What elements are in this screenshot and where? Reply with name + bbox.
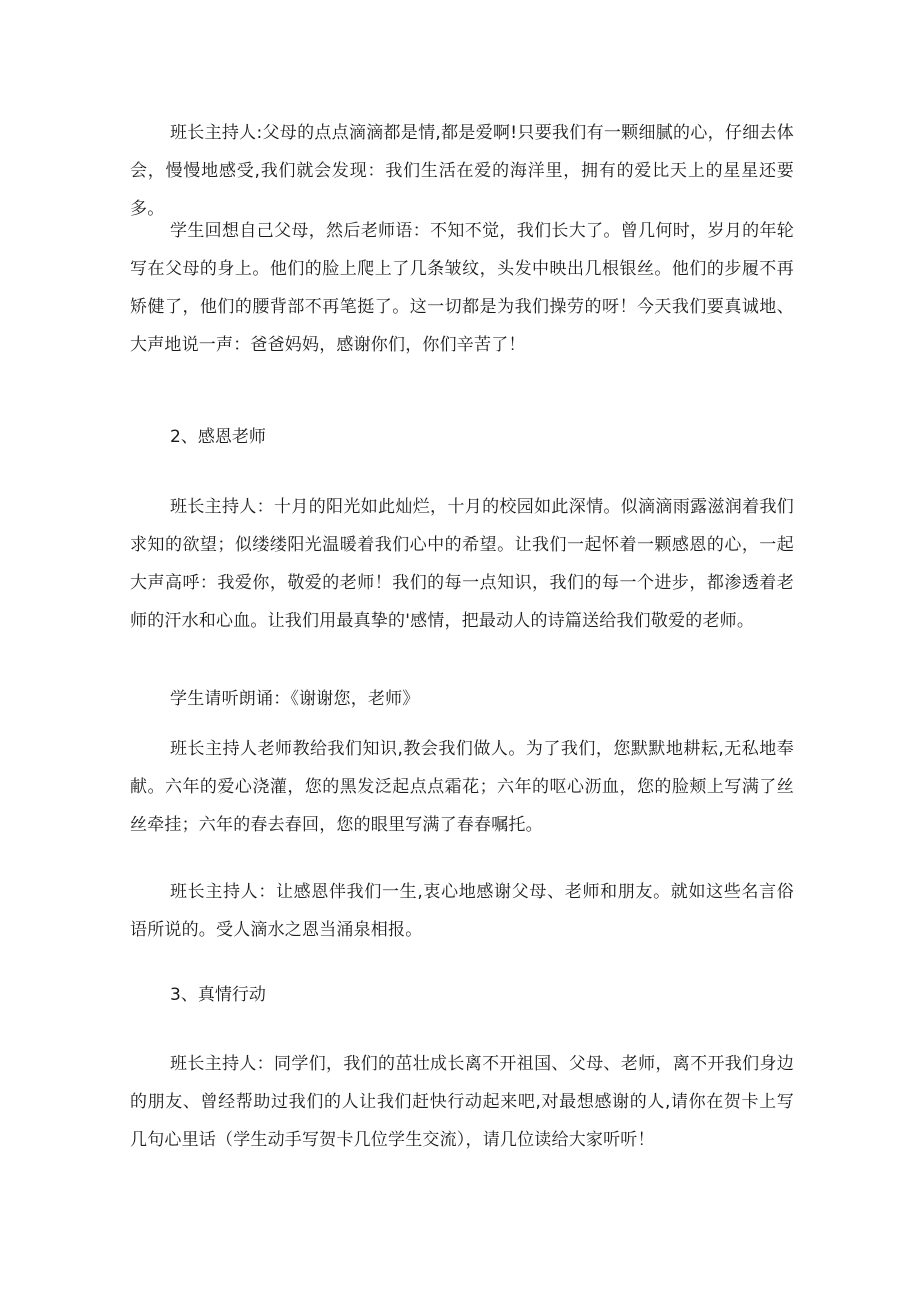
section-heading-action: 3、真情行动 xyxy=(170,985,266,1005)
paragraph-parents-love: 班长主持人:父母的点点滴滴都是情,都是爱啊!只要我们有一颗细腻的心，仔细去体会，慢慢地感受,我们就会发现：我们生活在爱的海洋里，拥有的爱比天上的星星还要多。 xyxy=(130,123,794,219)
paragraph-teachers-six-years: 班长主持人老师教给我们知识,教会我们做人。为了我们，您默默地耕耘,无私地奉献。六年的爱心浇灌，您的黑发泛起点点霜花；六年的呕心沥血，您的脸颊上写满了丝丝牵挂；六年的春去春回，您的眼里写满了春春嘱托。 xyxy=(130,739,794,835)
paragraph-teachers-october: 班长主持人：十月的阳光如此灿烂，十月的校园如此深情。似滴滴雨露滋润着我们求知的欲望；似缕缕阳光温暖着我们心中的希望。让我们一起怀着一颗感恩的心，一起大声高呼：我爱你，敬爱的老师！我们的每一点知识，我们的每一个进步，都渗透着老师的汗水和心血。让我们用最真挚的'感情，把最动人的诗篇送给我们敬爱的老师。 xyxy=(130,497,794,631)
section-heading-thank-teachers: 2、感恩老师 xyxy=(170,427,266,447)
paragraph-gratitude-lifelong: 班长主持人：让感恩伴我们一生,衷心地感谢父母、老师和朋友。就如这些名言俗语所说的。受人滴水之恩当涌泉相报。 xyxy=(130,882,794,940)
paragraph-parents-growing-up: 学生回想自己父母，然后老师语：不知不觉，我们长大了。曾几何时，岁月的年轮写在父母的身上。他们的脸上爬上了几条皱纹，头发中映出几根银丝。他们的步履不再矫健了，他们的腰背部不再笔挺了。这一切都是为我们操劳的呀！今天我们要真诚地、大声地说一声：爸爸妈妈，感谢你们，你们辛苦了！ xyxy=(130,221,794,355)
paragraph-recitation: 学生请听朗诵：《谢谢您，老师》 xyxy=(170,689,420,709)
paragraph-greeting-cards: 班长主持人：同学们，我们的茁壮成长离不开祖国、父母、老师，离不开我们身边的朋友、曾经帮助过我们的人让我们赶快行动起来吧,对最想感谢的人,请你在贺卡上写几句心里话（学生动手写贺卡几位学生交流），请几位读给大家听听！ xyxy=(130,1054,794,1150)
